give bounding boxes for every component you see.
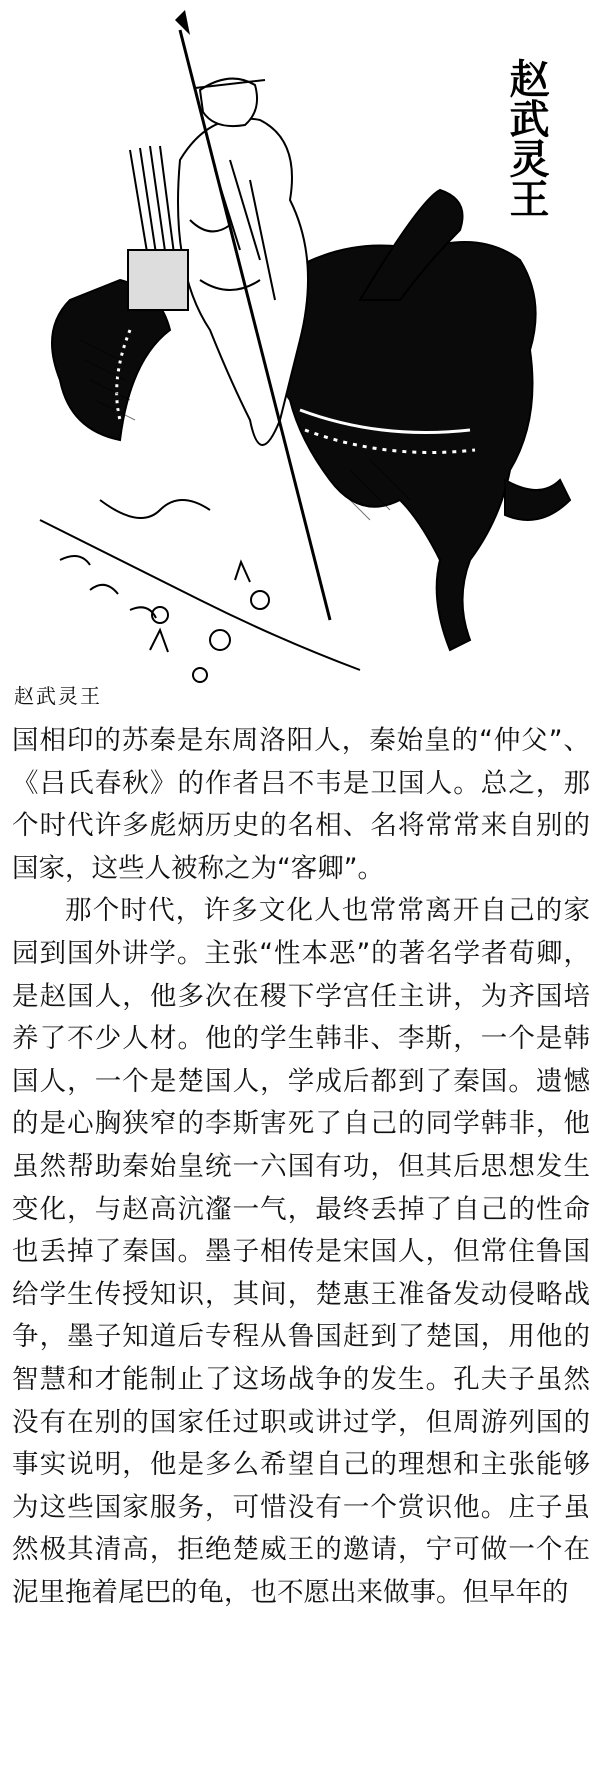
illustration bbox=[0, 0, 600, 720]
figure-caption: 赵武灵王 bbox=[14, 684, 102, 708]
figure-title-text: 赵武灵王 bbox=[503, 58, 550, 218]
paragraph-1: 国相印的苏秦是东周洛阳人，秦始皇的“仲父”、《吕氏春秋》的作者吕不韦是卫国人。总之，那个时代许多彪炳历史的名相、名将常常来自别的国家，这些人被称之为“客卿”。 bbox=[12, 725, 590, 884]
rider bbox=[178, 79, 308, 445]
figure-title bbox=[502, 58, 562, 218]
paragraph-2: 那个时代，许多文化人也常常离开自己的家园到国外讲学。主张“性本恶”的著名学者荀卿，是赵国人，他多次在稷下学宫任主讲，为齐国培养了不少人材。他的学生韩非、李斯，一个是韩国人，一个是楚国人，学成后都到了秦国。遗憾的是心胸狭窄的李斯害死了自己的同学韩非，他虽然帮助秦始皇统一六国有功，但其后思想发生变化，与赵高沆瀣一气，最终丢掉了自己的性命也丢掉了秦国。墨子相传是宋国人，但常住鲁国给学生传授知识，其间，楚惠王准备发动侵略战争，墨子知道后专程从鲁国赶到了楚国，用他的智慧和才能制止了这场战争的发生。孔夫子虽然没有在别的国家任过职或讲过学，但周游列国的事实说明，他是多么希望自己的理想和主张能够为这些国家服务，可惜没有一个赏识他。庄子虽然极其清高，拒绝楚威王的邀请，宁可做一个在泥里拖着尾巴的龟，也不愿出来做事。但早年的 bbox=[12, 895, 590, 1608]
flower-ground bbox=[40, 500, 360, 682]
article-body bbox=[12, 720, 590, 1614]
